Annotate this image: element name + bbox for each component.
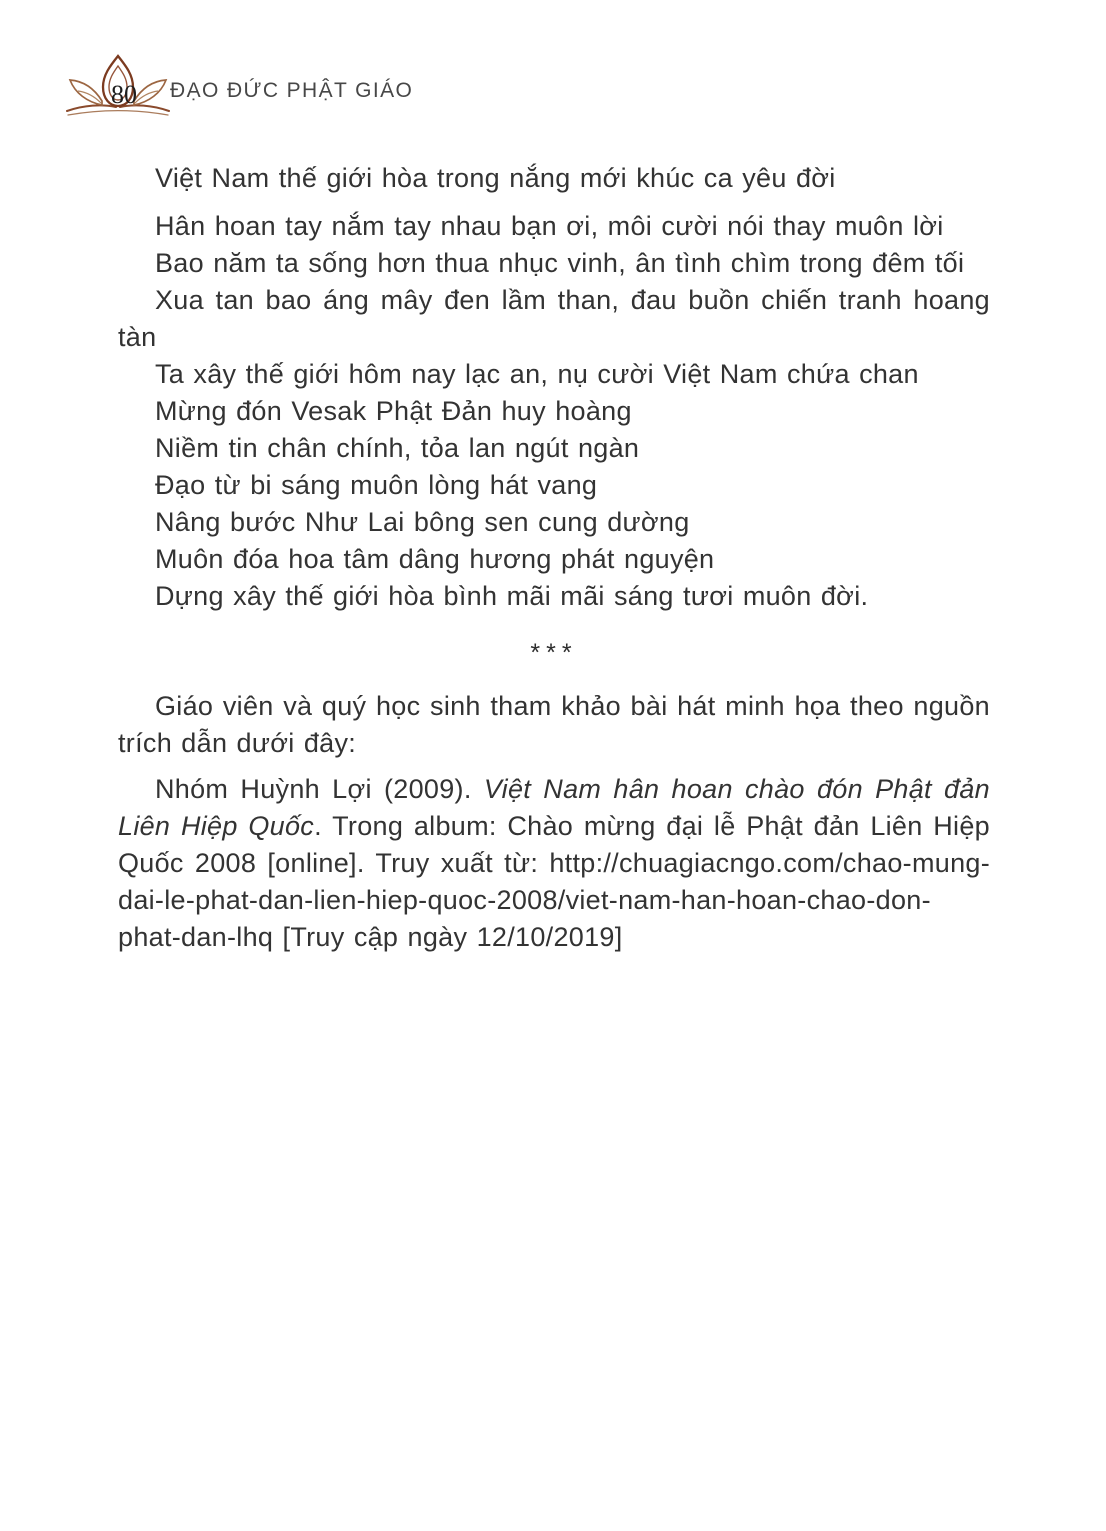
lyric-line: Việt Nam thế giới hòa trong nắng mới khúc ca yêu đời <box>155 163 836 193</box>
lyric-line: Nâng bước Như Lai bông sen cung dường <box>155 507 690 537</box>
note-paragraph: Giáo viên và quý học sinh tham khảo bài hát minh họa theo nguồn trích dẫn dưới đây: <box>118 691 990 758</box>
lyric-line: Đạo từ bi sáng muôn lòng hát vang <box>155 470 598 500</box>
reference-paragraph <box>118 771 990 956</box>
lyric-line: Ta xây thế giới hôm nay lạc an, nụ cười Việt Nam chứa chan <box>155 359 919 389</box>
reference-access-date: [Truy cập ngày 12/10/2019] <box>273 922 623 952</box>
reference-authors: Nhóm Huỳnh Lợi (2009). <box>155 774 484 804</box>
lyric-line: Mừng đón Vesak Phật Đản huy hoàng <box>155 396 632 426</box>
lyric-line: Hân hoan tay nắm tay nhau bạn ơi, môi cười nói thay muôn lời <box>155 211 944 241</box>
lyric-line: Muôn đóa hoa tâm dâng hương phát nguyện <box>155 544 715 574</box>
lyric-line: Xua tan bao áng mây đen lầm than, đau buồn chiến tranh hoang tàn <box>118 285 990 352</box>
separator-asterisks: *** <box>530 639 578 667</box>
page-number: 80 <box>111 80 137 109</box>
lyric-line: Bao năm ta sống hơn thua nhục vinh, ân tình chìm trong đêm tối <box>155 248 965 278</box>
reference-album-info: . Trong album: Chào mừng đại lễ Phật đản Liên Hiệp Quốc 2008 [online]. Truy xuất từ: <box>118 811 990 878</box>
lyric-line: Niềm tin chân chính, tỏa lan ngút ngàn <box>155 433 640 463</box>
reference-url: http://chuagiacngo.com/chao-mung-dai-le-phat-dan-lien-hiep-quoc-2008/viet-nam-han-hoan-chao-don-phat-dan-lhq <box>118 848 990 952</box>
reference-title-italic: Việt Nam hân hoan chào đón Phật đản Liên Hiệp Quốc <box>118 774 990 841</box>
header-title: ĐẠO ĐỨC PHẬT GIÁO <box>170 79 414 102</box>
page-content <box>118 160 990 956</box>
lyric-line: Dựng xây thế giới hòa bình mãi mãi sáng tươi muôn đời. <box>155 581 869 611</box>
